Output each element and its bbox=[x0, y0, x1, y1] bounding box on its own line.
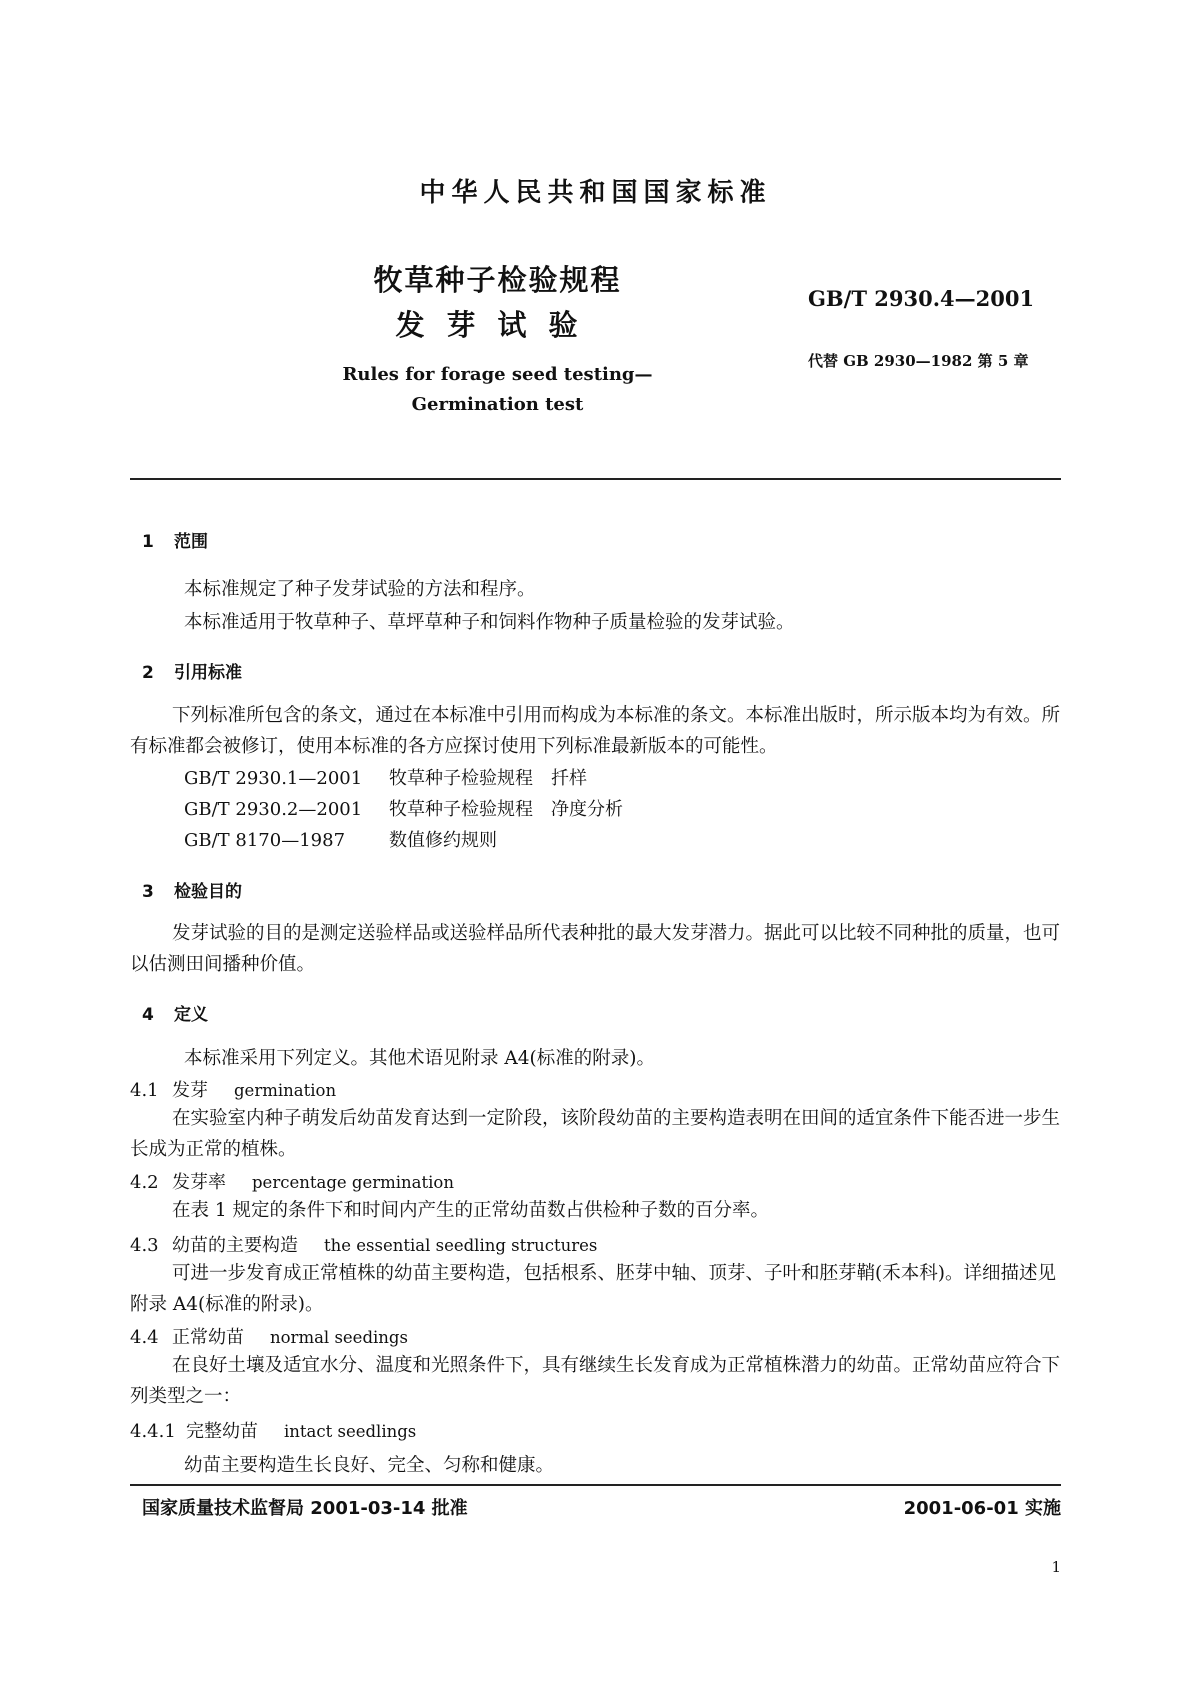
section-title: 定义 bbox=[174, 1005, 208, 1025]
term-cn: 完整幼苗 bbox=[186, 1421, 258, 1442]
section-title: 范围 bbox=[174, 532, 208, 552]
term-heading bbox=[130, 1417, 416, 1443]
term-number: 4.4 bbox=[130, 1327, 159, 1348]
reference-title: 数值修约规则 bbox=[389, 830, 497, 851]
paragraph: 本标准采用下列定义。其他术语见附录 A4(标准的附录)。 bbox=[184, 1048, 655, 1069]
section-heading-3 bbox=[142, 877, 242, 902]
reference-item bbox=[184, 764, 587, 790]
term-en: percentage germination bbox=[252, 1173, 454, 1192]
section-heading-1 bbox=[142, 527, 208, 552]
term-definition: 幼苗主要构造生长良好、完全、匀称和健康。 bbox=[184, 1455, 555, 1476]
reference-code: GB/T 2930.1—2001 bbox=[184, 768, 363, 789]
section-number: 1 bbox=[142, 532, 154, 552]
document-subtitle-cn: 发芽试验 bbox=[395, 308, 600, 342]
header-divider bbox=[130, 478, 1061, 480]
section-heading-2 bbox=[142, 658, 242, 683]
reference-item bbox=[184, 795, 623, 821]
reference-code: GB/T 8170—1987 bbox=[184, 830, 346, 851]
page-number: 1 bbox=[1051, 1558, 1061, 1576]
term-heading bbox=[130, 1076, 336, 1102]
term-number: 4.3 bbox=[130, 1235, 159, 1256]
approval-note: 国家质量技术监督局 2001-03-14 批准 bbox=[142, 1498, 468, 1519]
term-definition: 在表 1 规定的条件下和时间内产生的正常幼苗数占供检种子数的百分率。 bbox=[172, 1200, 770, 1221]
term-definition: 可进一步发育成正常植株的幼苗主要构造，包括根系、胚芽中轴、顶芽、子叶和胚芽鞘(禾本科)。详细描述见附录 A4(标准的附录)。 bbox=[130, 1263, 1056, 1315]
national-standard-label: 中华人民共和国国家标准 bbox=[419, 178, 772, 208]
term-heading bbox=[130, 1323, 408, 1349]
implementation-note: 2001-06-01 实施 bbox=[903, 1498, 1061, 1519]
section-number: 4 bbox=[142, 1005, 154, 1025]
term-definition: 在实验室内种子萌发后幼苗发育达到一定阶段，该阶段幼苗的主要构造表明在田间的适宜条件下能否进一步生长成为正常的植株。 bbox=[130, 1108, 1061, 1160]
footer-divider bbox=[130, 1484, 1061, 1486]
reference-item bbox=[184, 826, 497, 852]
term-number: 4.2 bbox=[130, 1172, 159, 1193]
reference-title: 牧草种子检验规程 扦样 bbox=[389, 768, 587, 789]
term-cn: 发芽 bbox=[172, 1080, 208, 1101]
term-en: intact seedlings bbox=[284, 1422, 417, 1441]
paragraph: 本标准适用于牧草种子、草坪草种子和饲料作物种子质量检验的发芽试验。 bbox=[184, 612, 795, 633]
term-en: normal seedings bbox=[270, 1328, 408, 1347]
paragraph: 本标准规定了种子发芽试验的方法和程序。 bbox=[184, 579, 536, 600]
reference-title: 牧草种子检验规程 净度分析 bbox=[389, 799, 623, 820]
standard-code: GB/T 2930.4—2001 bbox=[808, 286, 1035, 311]
section-number: 2 bbox=[142, 663, 154, 683]
paragraph: 下列标准所包含的条文，通过在本标准中引用而构成为本标准的条文。本标准出版时，所示版本均为有效。所有标准都会被修订，使用本标准的各方应探讨使用下列标准最新版本的可能性。 bbox=[130, 705, 1061, 757]
term-heading bbox=[130, 1231, 597, 1257]
term-number: 4.4.1 bbox=[130, 1421, 176, 1442]
section-title: 检验目的 bbox=[174, 882, 242, 902]
term-heading bbox=[130, 1168, 454, 1194]
term-cn: 发芽率 bbox=[172, 1172, 226, 1193]
section-title: 引用标准 bbox=[174, 663, 242, 683]
document-title-en-line1: Rules for forage seed testing— bbox=[342, 364, 653, 385]
term-en: the essential seedling structures bbox=[324, 1236, 598, 1255]
section-heading-4 bbox=[142, 1000, 208, 1025]
paragraph: 发芽试验的目的是测定送验样品或送验样品所代表种批的最大发芽潜力。据此可以比较不同种批的质量，也可以估测田间播种价值。 bbox=[130, 923, 1061, 975]
term-en: germination bbox=[234, 1081, 337, 1100]
document-title-en-line2: Germination test bbox=[411, 394, 584, 415]
replaces-note: 代替 GB 2930—1982 第 5 章 bbox=[808, 352, 1029, 370]
term-definition: 在良好土壤及适宜水分、温度和光照条件下，具有继续生长发育成为正常植株潜力的幼苗。正常幼苗应符合下列类型之一： bbox=[130, 1355, 1061, 1407]
term-cn: 幼苗的主要构造 bbox=[172, 1235, 298, 1256]
reference-code: GB/T 2930.2—2001 bbox=[184, 799, 363, 820]
term-number: 4.1 bbox=[130, 1080, 159, 1101]
document-title-cn: 牧草种子检验规程 bbox=[373, 263, 622, 297]
term-cn: 正常幼苗 bbox=[172, 1327, 244, 1348]
section-number: 3 bbox=[142, 882, 154, 902]
